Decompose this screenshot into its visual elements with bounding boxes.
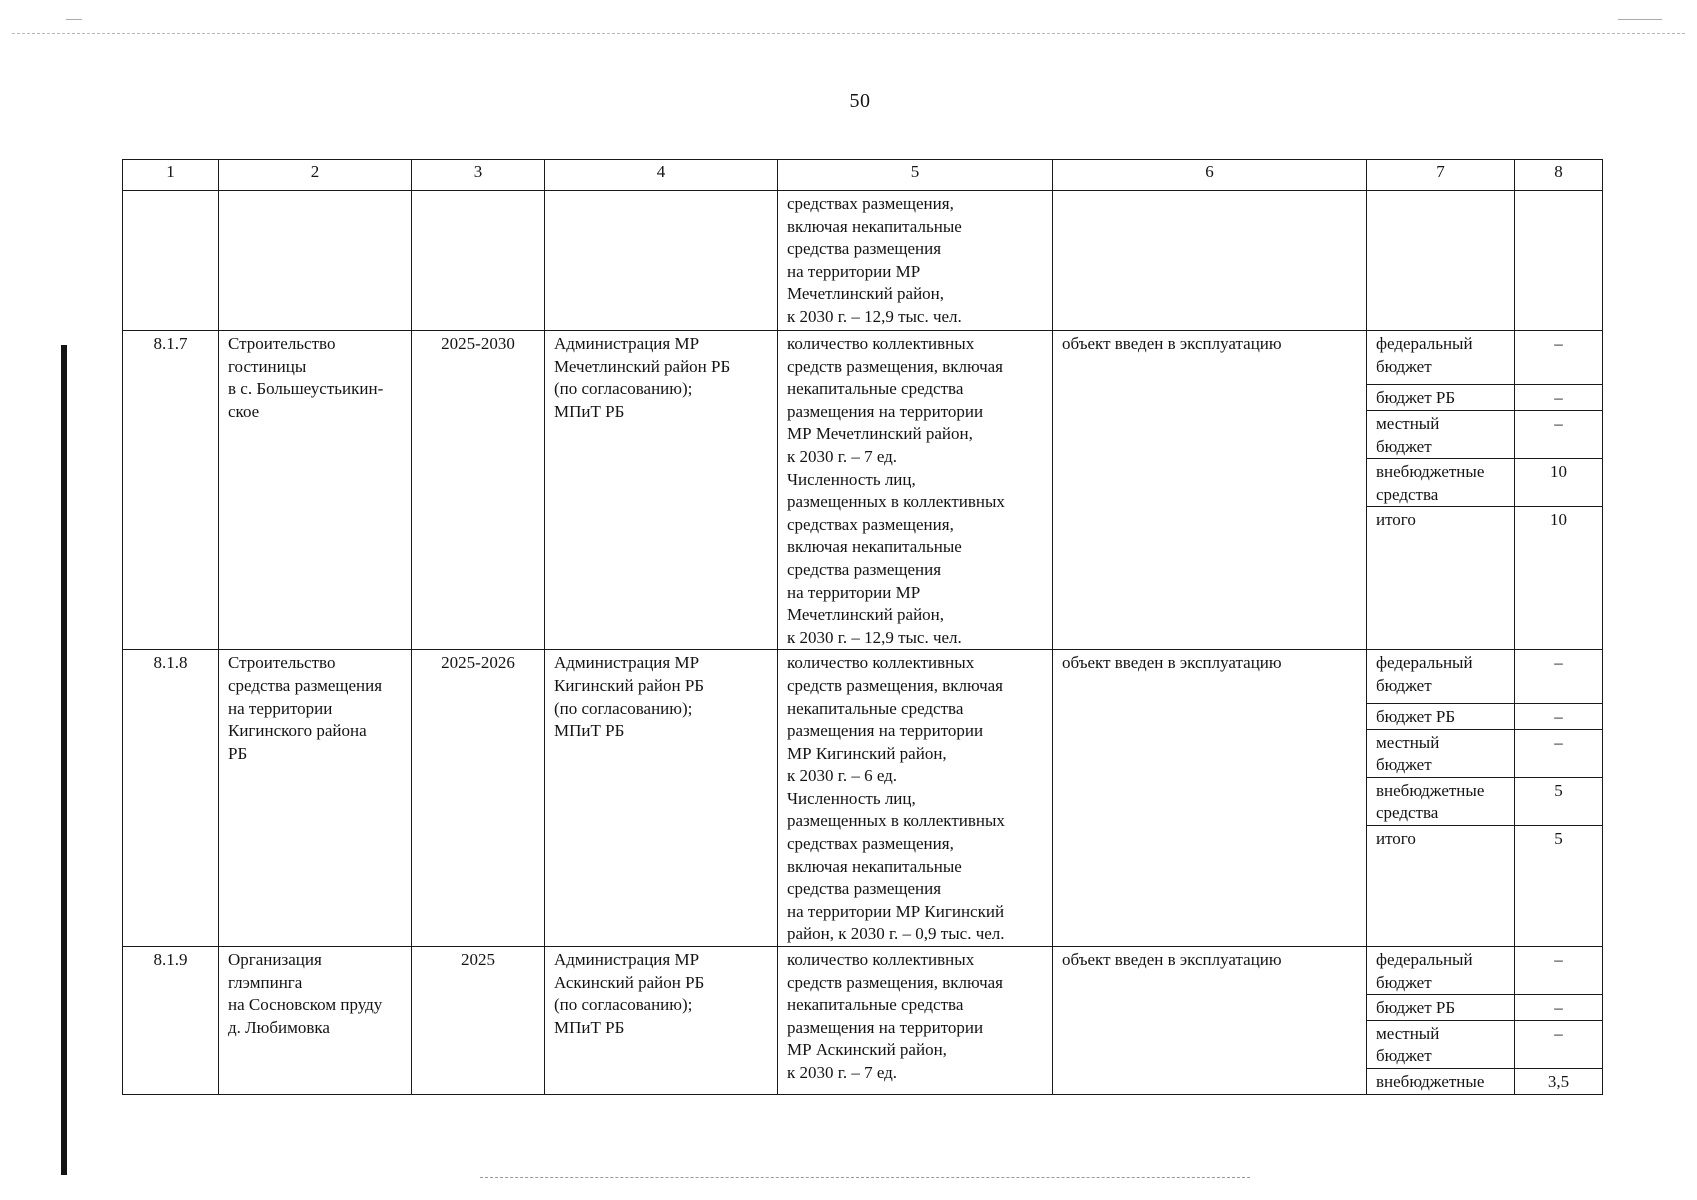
number-cell: 8.1.8 [123, 650, 219, 947]
funding-source-cell: бюджет РБ [1367, 704, 1515, 730]
result-cell: объект введен в эксплуатацию [1053, 650, 1367, 947]
funding-value-cell: 10 [1515, 459, 1603, 507]
column-number: 3 [412, 160, 545, 191]
number-cell: 8.1.7 [123, 331, 219, 650]
indicator-cell: количество коллективных средств размещения, включая некапитальные средства размещения на территории МР Кигинский район, к 2030 г. – 6 ед. Численность лиц, размещенных в коллективных средствах размещения, включая некапитальные средства размещения на территории МР Кигинский район, к 2030 г. – 0,9 тыс. чел. [778, 650, 1053, 947]
scan-edge-bottom [480, 1177, 1250, 1178]
result-cell: объект введен в эксплуатацию [1053, 947, 1367, 1095]
funding-source-cell [1367, 191, 1515, 331]
scan-mark [1618, 19, 1662, 20]
term-cell [412, 191, 545, 331]
funding-value-cell: – [1515, 729, 1603, 777]
executor-cell [545, 191, 778, 331]
measures-table [122, 159, 1603, 1095]
funding-source-cell: местный бюджет [1367, 410, 1515, 458]
funding-source-cell: итого [1367, 507, 1515, 650]
funding-value-cell: – [1515, 704, 1603, 730]
funding-source-cell: местный бюджет [1367, 729, 1515, 777]
funding-source-cell: внебюджетные [1367, 1069, 1515, 1095]
column-number: 1 [123, 160, 219, 191]
executor-cell: Администрация МР Аскинский район РБ (по согласованию); МПиТ РБ [545, 947, 778, 1095]
scan-mark [66, 19, 82, 20]
table-row-continuation [123, 191, 1603, 331]
result-cell [1053, 191, 1367, 331]
funding-value-cell [1515, 191, 1603, 331]
scan-binding-edge [61, 345, 67, 1175]
column-number: 6 [1053, 160, 1367, 191]
funding-source-cell: итого [1367, 826, 1515, 947]
funding-source-cell: внебюджетные средства [1367, 777, 1515, 825]
page-number: 50 [849, 90, 871, 112]
term-cell: 2025-2030 [412, 331, 545, 650]
event-cell: Организация глэмпинга на Сосновском пруду д. Любимовка [219, 947, 412, 1095]
result-cell: объект введен в эксплуатацию [1053, 331, 1367, 650]
number-cell: 8.1.9 [123, 947, 219, 1095]
term-cell: 2025-2026 [412, 650, 545, 947]
event-cell: Строительство средства размещения на территории Кигинского района РБ [219, 650, 412, 947]
funding-value-cell: – [1515, 1020, 1603, 1068]
funding-value-cell: – [1515, 385, 1603, 411]
table-row [123, 331, 1603, 385]
funding-value-cell: – [1515, 947, 1603, 995]
scan-edge-top [12, 33, 1685, 34]
funding-value-cell: 5 [1515, 777, 1603, 825]
table-row [123, 650, 1603, 704]
indicator-cell: количество коллективных средств размещения, включая некапитальные средства размещения на территории МР Мечетлинский район, к 2030 г. – 7 ед. Численность лиц, размещенных в коллективных средствах размещения, включая некапитальные средства размещения на территории МР Мечетлинский район, к 2030 г. – 12,9 тыс. чел. [778, 331, 1053, 650]
funding-value-cell: 5 [1515, 826, 1603, 947]
indicator-cell: средствах размещения, включая некапитальные средства размещения на территории МР Мечетлинский район, к 2030 г. – 12,9 тыс. чел. [778, 191, 1053, 331]
funding-source-cell: бюджет РБ [1367, 385, 1515, 411]
funding-value-cell: – [1515, 650, 1603, 704]
table-row [123, 947, 1603, 995]
funding-source-cell: федеральный бюджет [1367, 331, 1515, 385]
funding-source-cell: местный бюджет [1367, 1020, 1515, 1068]
term-cell: 2025 [412, 947, 545, 1095]
column-number: 2 [219, 160, 412, 191]
funding-source-cell: федеральный бюджет [1367, 947, 1515, 995]
funding-value-cell: 3,5 [1515, 1069, 1603, 1095]
column-number: 7 [1367, 160, 1515, 191]
executor-cell: Администрация МР Мечетлинский район РБ (по согласованию); МПиТ РБ [545, 331, 778, 650]
funding-source-cell: внебюджетные средства [1367, 459, 1515, 507]
column-number: 5 [778, 160, 1053, 191]
executor-cell: Администрация МР Кигинский район РБ (по согласованию); МПиТ РБ [545, 650, 778, 947]
column-number: 8 [1515, 160, 1603, 191]
funding-source-cell: бюджет РБ [1367, 995, 1515, 1021]
event-cell [219, 191, 412, 331]
funding-value-cell: – [1515, 331, 1603, 385]
funding-source-cell: федеральный бюджет [1367, 650, 1515, 704]
funding-value-cell: – [1515, 410, 1603, 458]
number-cell [123, 191, 219, 331]
column-number: 4 [545, 160, 778, 191]
column-number-row [123, 160, 1603, 191]
funding-value-cell: 10 [1515, 507, 1603, 650]
funding-value-cell: – [1515, 995, 1603, 1021]
indicator-cell: количество коллективных средств размещения, включая некапитальные средства размещения на территории МР Аскинский район, к 2030 г. – 7 ед. [778, 947, 1053, 1095]
event-cell: Строительство гостиницы в с. Большеустьикин- ское [219, 331, 412, 650]
